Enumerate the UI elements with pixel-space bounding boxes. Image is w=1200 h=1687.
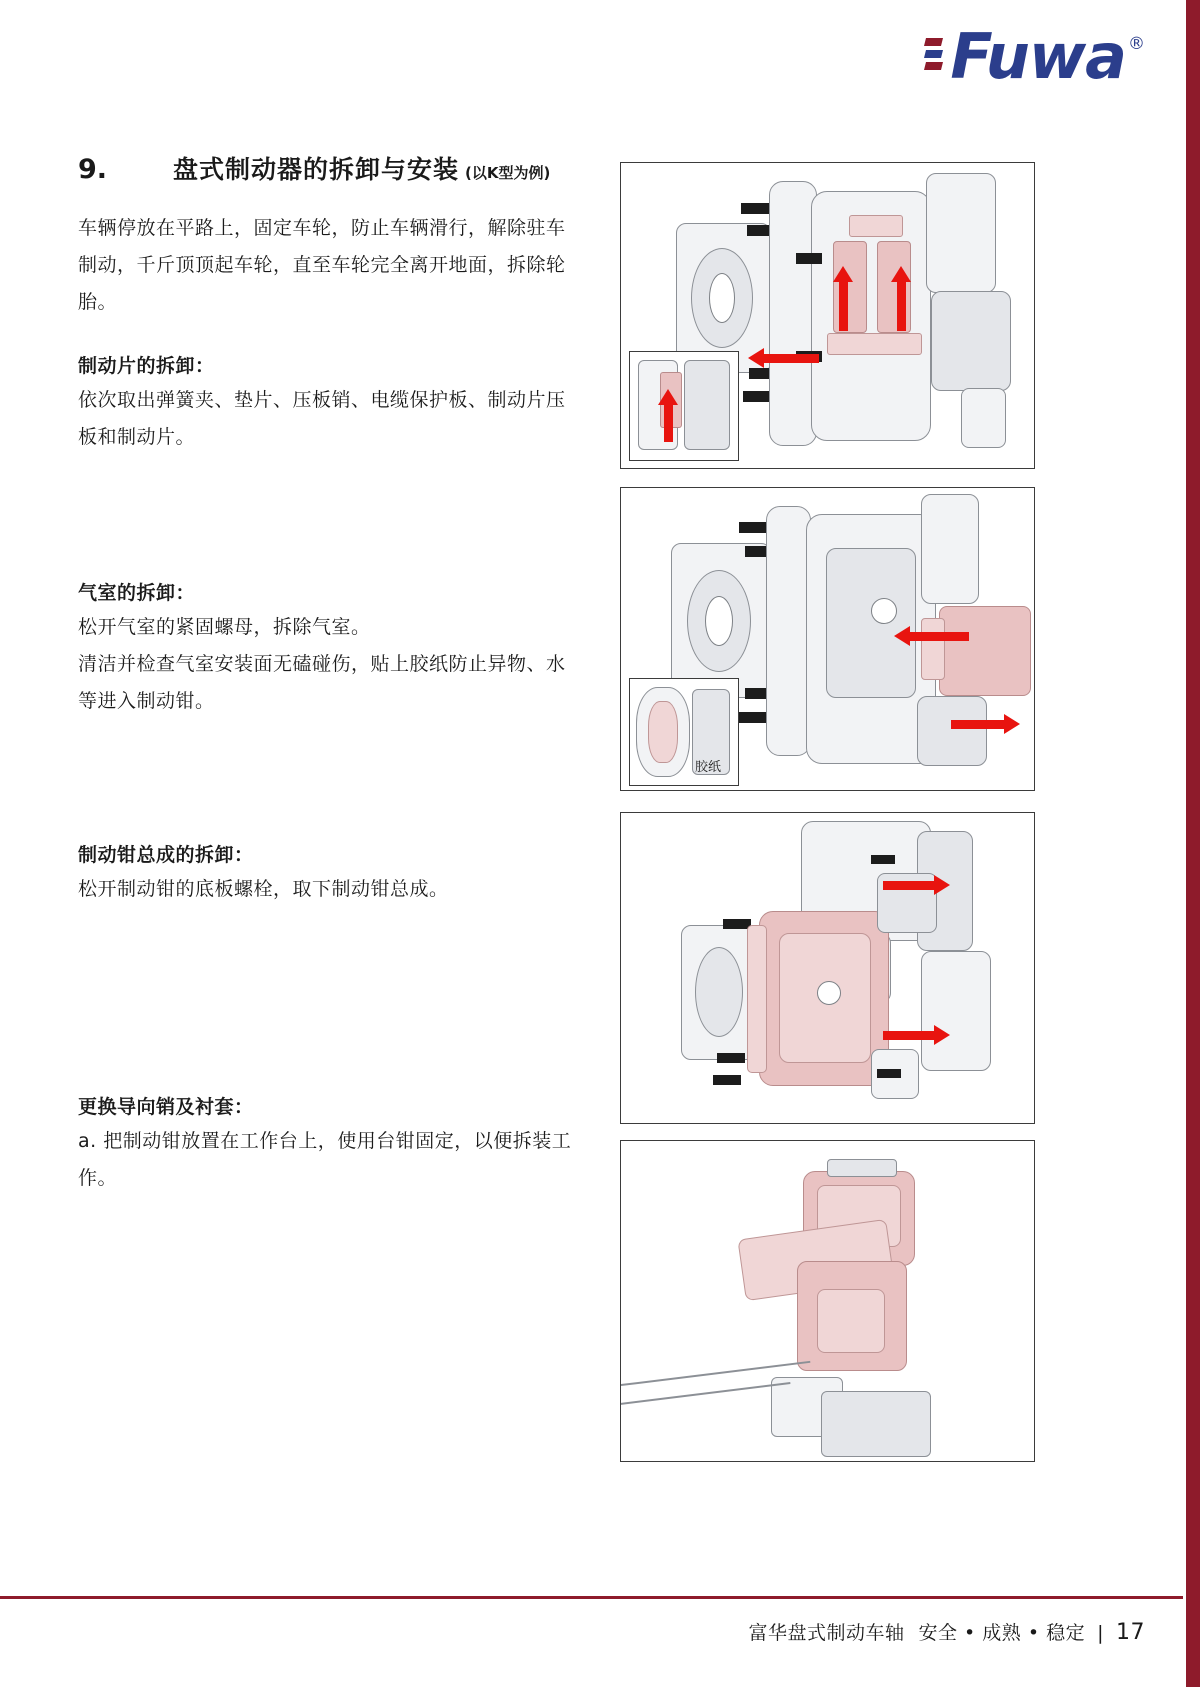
figure-brake-pad-removal bbox=[620, 162, 1035, 469]
block-text-secondary: 清洁并检查气室安装面无磕碰伤，贴上胶纸防止异物、水等进入制动钳。 bbox=[78, 653, 566, 713]
logo-wordmark: Fuwa bbox=[950, 20, 1126, 93]
illustration-guide-pin-bore bbox=[817, 1289, 885, 1353]
block-guide-pin-replacement bbox=[78, 1092, 578, 1197]
figure-inset bbox=[629, 678, 739, 786]
illustration-hub-center bbox=[705, 596, 733, 646]
illustration-axle-beam bbox=[926, 173, 996, 293]
arrow-right-lower-bolt bbox=[883, 1031, 935, 1040]
block-text: a. 把制动钳放置在工作台上，使用台钳固定，以便拆装工作。 bbox=[78, 1130, 572, 1190]
block-text: 松开制动钳的底板螺栓，取下制动钳总成。 bbox=[78, 878, 449, 901]
section-intro-paragraph: 车辆停放在平路上，固定车轮，防止车辆滑行，解除驻车制动，千斤顶顶起车轮，直至车轮完全离开地面，拆除轮胎。 bbox=[78, 217, 566, 314]
illustration-hub-flange bbox=[695, 947, 743, 1037]
illustration-inset-tape bbox=[648, 701, 678, 763]
block-heading: 更换导向销及衬套： bbox=[78, 1096, 254, 1119]
illustration-air-chamber-flange bbox=[921, 618, 945, 680]
figure-inset bbox=[629, 351, 739, 461]
block-text: 依次取出弹簧夹、垫片、压板销、电缆保护板、制动片压板和制动片。 bbox=[78, 389, 566, 449]
logo-bars-icon bbox=[925, 28, 942, 74]
illustration-caliper-base-plate bbox=[747, 925, 767, 1073]
arrow-right-remove bbox=[951, 720, 1005, 729]
illustration-wheel-stud bbox=[739, 522, 769, 533]
brand-logo bbox=[925, 20, 1145, 93]
footer-separator: | bbox=[1097, 1622, 1104, 1644]
illustration-base-plate-bolt bbox=[871, 855, 895, 864]
arrow-right-upper-bolt bbox=[883, 881, 935, 890]
illustration-spring-clip bbox=[849, 215, 903, 237]
illustration-air-chamber bbox=[939, 606, 1031, 696]
figure-inset-label: 胶纸 bbox=[695, 760, 722, 775]
illustration-wheel-stud bbox=[713, 1075, 741, 1085]
illustration-bolt bbox=[796, 253, 822, 264]
layout-gap bbox=[78, 754, 578, 840]
block-heading: 制动片的拆卸： bbox=[78, 355, 215, 378]
figure-air-chamber-removal bbox=[620, 487, 1035, 791]
page-content bbox=[0, 150, 1150, 1540]
illustration-knuckle bbox=[931, 291, 1011, 391]
block-caliper-assembly-removal bbox=[78, 840, 578, 908]
illustration-knuckle bbox=[921, 951, 991, 1071]
arrow-up-pad-right bbox=[897, 281, 906, 331]
block-text: 松开气室的紧固螺母，拆除气室。 bbox=[78, 616, 371, 639]
illustration-guide-pin bbox=[827, 1159, 897, 1177]
arrow-left-extract bbox=[763, 354, 819, 363]
section-number: 9. bbox=[78, 154, 108, 185]
footer-tagline: 安全 • 成熟 • 稳定 bbox=[918, 1622, 1086, 1644]
arrow-up-inset bbox=[664, 404, 673, 442]
illustration-inset-caliper bbox=[684, 360, 730, 450]
block-air-chamber-removal bbox=[78, 578, 578, 720]
page-edge-stripe bbox=[1186, 0, 1200, 1687]
page-edge-stripe-inner bbox=[1183, 0, 1186, 1687]
illustration-hub-center bbox=[709, 273, 735, 323]
block-brake-pad-removal bbox=[78, 351, 578, 456]
illustration-caliper-cover bbox=[826, 548, 916, 698]
arrow-up-pad-left bbox=[839, 281, 848, 331]
section-title: 盘式制动器的拆卸与安装 bbox=[173, 155, 460, 184]
illustration-bracket bbox=[917, 696, 987, 766]
illustration-adjuster-cap bbox=[817, 981, 841, 1005]
registered-mark: ® bbox=[1128, 34, 1145, 54]
figure-guide-pin-bushing-replacement bbox=[620, 1140, 1035, 1462]
illustration-wheel-stud bbox=[741, 203, 771, 214]
illustration-brake-disc bbox=[769, 181, 817, 446]
illustration-wheel-stud bbox=[717, 1053, 745, 1063]
illustration-pad-retainer-plate bbox=[827, 333, 922, 355]
section-title-note: (以K型为例) bbox=[465, 164, 551, 182]
illustration-wheel-stud bbox=[739, 712, 769, 723]
text-column bbox=[78, 150, 578, 1232]
page-number: 17 bbox=[1116, 1620, 1145, 1645]
illustration-bench-edge-line bbox=[620, 1382, 790, 1406]
block-heading: 气室的拆卸： bbox=[78, 582, 196, 605]
illustration-adjuster-cap bbox=[871, 598, 897, 624]
layout-gap bbox=[78, 490, 578, 578]
section-heading bbox=[78, 150, 578, 186]
footer bbox=[749, 1618, 1146, 1645]
illustration-bracket bbox=[961, 388, 1006, 448]
illustration-brake-disc bbox=[766, 506, 811, 756]
footer-product-name: 富华盘式制动车轴 bbox=[748, 1622, 905, 1644]
illustration-axle-beam bbox=[921, 494, 979, 604]
layout-gap bbox=[78, 942, 578, 1092]
illustration-workbench bbox=[821, 1391, 931, 1457]
footer-rule bbox=[0, 1596, 1183, 1599]
figure-caliper-assembly-removal bbox=[620, 812, 1035, 1124]
block-heading: 制动钳总成的拆卸： bbox=[78, 844, 254, 867]
arrow-left-air-chamber bbox=[909, 632, 969, 641]
illustration-base-plate-bolt bbox=[877, 1069, 901, 1078]
